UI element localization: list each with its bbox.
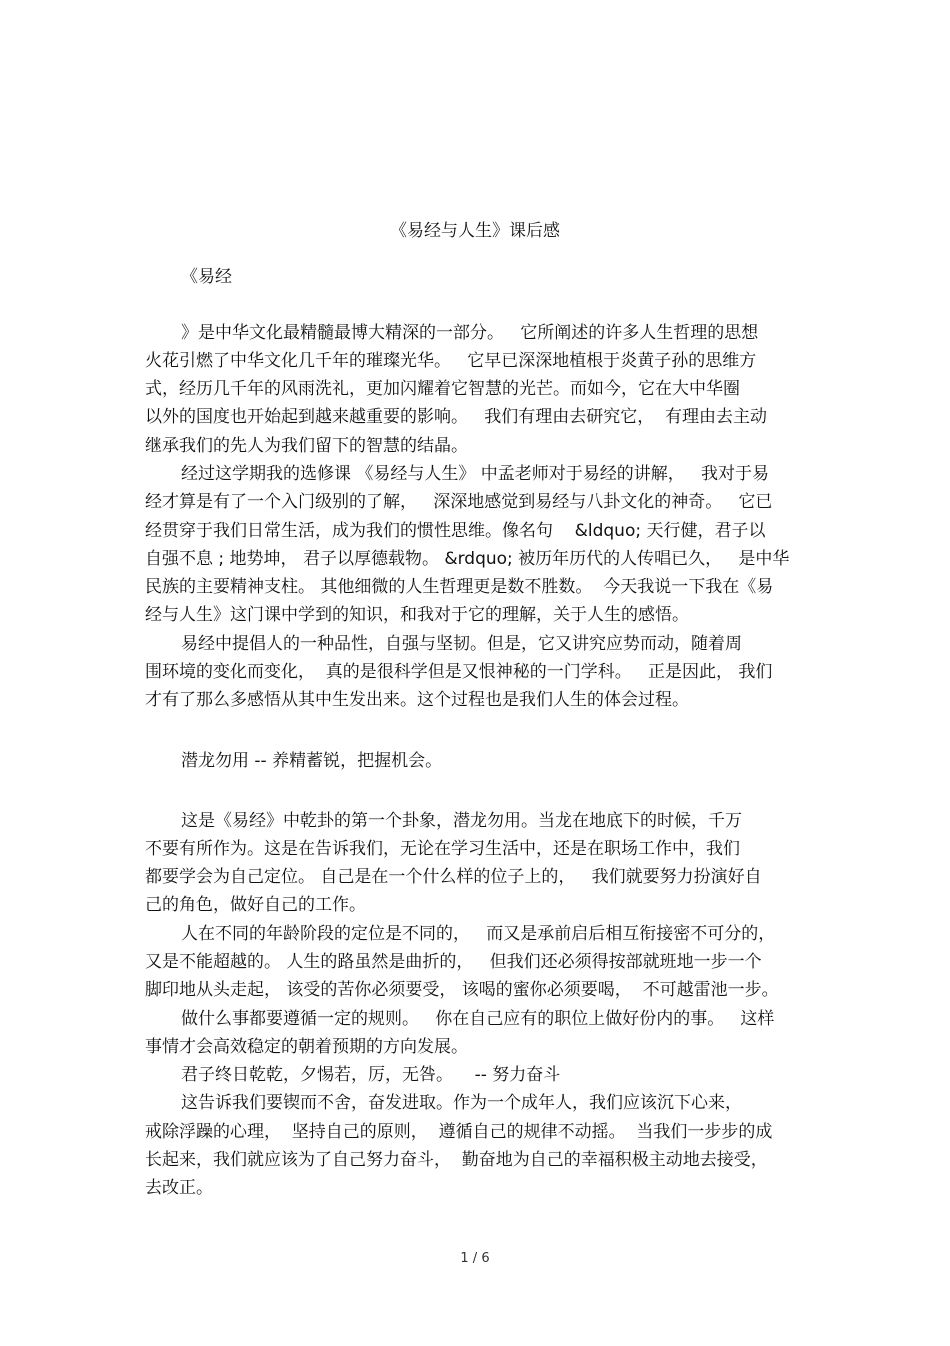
page-number: 1 / 6 xyxy=(460,1251,490,1266)
text-line: 《易经 xyxy=(181,267,232,287)
text-line: 自强不息 ; 地势坤， 君子以厚德载物。 &rdquo; 被历年历代的人传唱已久， 是中华 xyxy=(145,549,790,569)
text-line: 式，经历几千年的风雨洗礼，更加闪耀着它智慧的光芒。而如今，它在大中华圈 xyxy=(145,379,740,399)
text-line: 做什么事都要遵循一定的规则。 你在自己应有的职位上做好份内的事。 这样 xyxy=(181,1009,775,1029)
text-line: 经贯穿于我们日常生活，成为我们的惯性思维。像名句 &ldquo; 天行健，君子以 xyxy=(145,521,766,541)
text-line: 易经中提倡人的一种品性，自强与坚韧。但是，它又讲究应势而动，随着周 xyxy=(181,634,742,654)
text-line: 经过这学期我的选修课 《易经与人生》 中孟老师对于易经的讲解， 我对于易 xyxy=(181,464,770,484)
text-line: 长起来，我们就应该为了自己努力奋斗， 勤奋地为自己的幸福积极主动地去接受， xyxy=(145,1150,768,1170)
text-line: 经才算是有了一个入门级别的了解， 深深地感觉到易经与八卦文化的神奇。 它已 xyxy=(145,492,773,512)
text-line: 不要有所作为。这是在告诉我们，无论在学习生活中，还是在职场工作中，我们 xyxy=(145,839,740,859)
text-line: 人在不同的年龄阶段的定位是不同的， 而又是承前启后相互衔接密不可分的， xyxy=(181,924,776,944)
section-heading: 君子终日乾乾，夕惕若，厉，无咎。 -- 努力奋斗 xyxy=(181,1065,561,1085)
text-line: 去改正。 xyxy=(145,1178,213,1198)
text-line: 脚印地从头走起， 该受的苦你必须要受， 该喝的蜜你必须要喝， 不可越雷池一步。 xyxy=(145,980,779,1000)
text-line: 才有了那么多感悟从其中生发出来。这个过程也是我们人生的体会过程。 xyxy=(145,690,689,710)
text-line: 围环境的变化而变化， 真的是很科学但是又恨神秘的一门学科。 正是因此， 我们 xyxy=(145,662,773,682)
text-line: 民族的主要精神支柱。 其他细微的人生哲理更是数不胜数。 今天我说一下我在《易 xyxy=(145,577,774,597)
text-line: 又是不能超越的。 人生的路虽然是曲折的， 但我们还必须得按部就班地一步一个 xyxy=(145,952,762,972)
text-line: 戒除浮躁的心理， 坚持自己的原则， 遵循自己的规律不动摇。 当我们一步步的成 xyxy=(145,1122,773,1142)
text-line: 己的角色，做好自己的工作。 xyxy=(145,895,366,915)
document-title: 《易经与人生》课后感 xyxy=(390,221,560,241)
text-line: 继承我们的先人为我们留下的智慧的结晶。 xyxy=(145,436,468,456)
text-line: 经与人生》这门课中学到的知识，和我对于它的理解，关于人生的感悟。 xyxy=(145,605,689,625)
text-line: 事情才会高效稳定的朝着预期的方向发展。 xyxy=(145,1037,468,1057)
text-line: 》是中华文化最精髓最博大精深的一部分。 它所阐述的许多人生哲理的思想 xyxy=(181,323,759,343)
text-line: 这告诉我们要锲而不舍，奋发进取。作为一个成年人，我们应该沉下心来， xyxy=(181,1093,742,1113)
text-line: 都要学会为自己定位。 自己是在一个什么样的位子上的， 我们就要努力扮演好自 xyxy=(145,867,762,887)
text-line: 这是《易经》中乾卦的第一个卦象，潜龙勿用。当龙在地底下的时候，千万 xyxy=(181,811,742,831)
text-line: 火花引燃了中华文化几千年的璀璨光华。 它早已深深地植根于炎黄子孙的思维方 xyxy=(145,351,757,371)
text-line: 以外的国度也开始起到越来越重要的影响。 我们有理由去研究它， 有理由去主动 xyxy=(145,407,768,427)
section-heading: 潜龙勿用 -- 养精蓄锐，把握机会。 xyxy=(181,751,443,771)
